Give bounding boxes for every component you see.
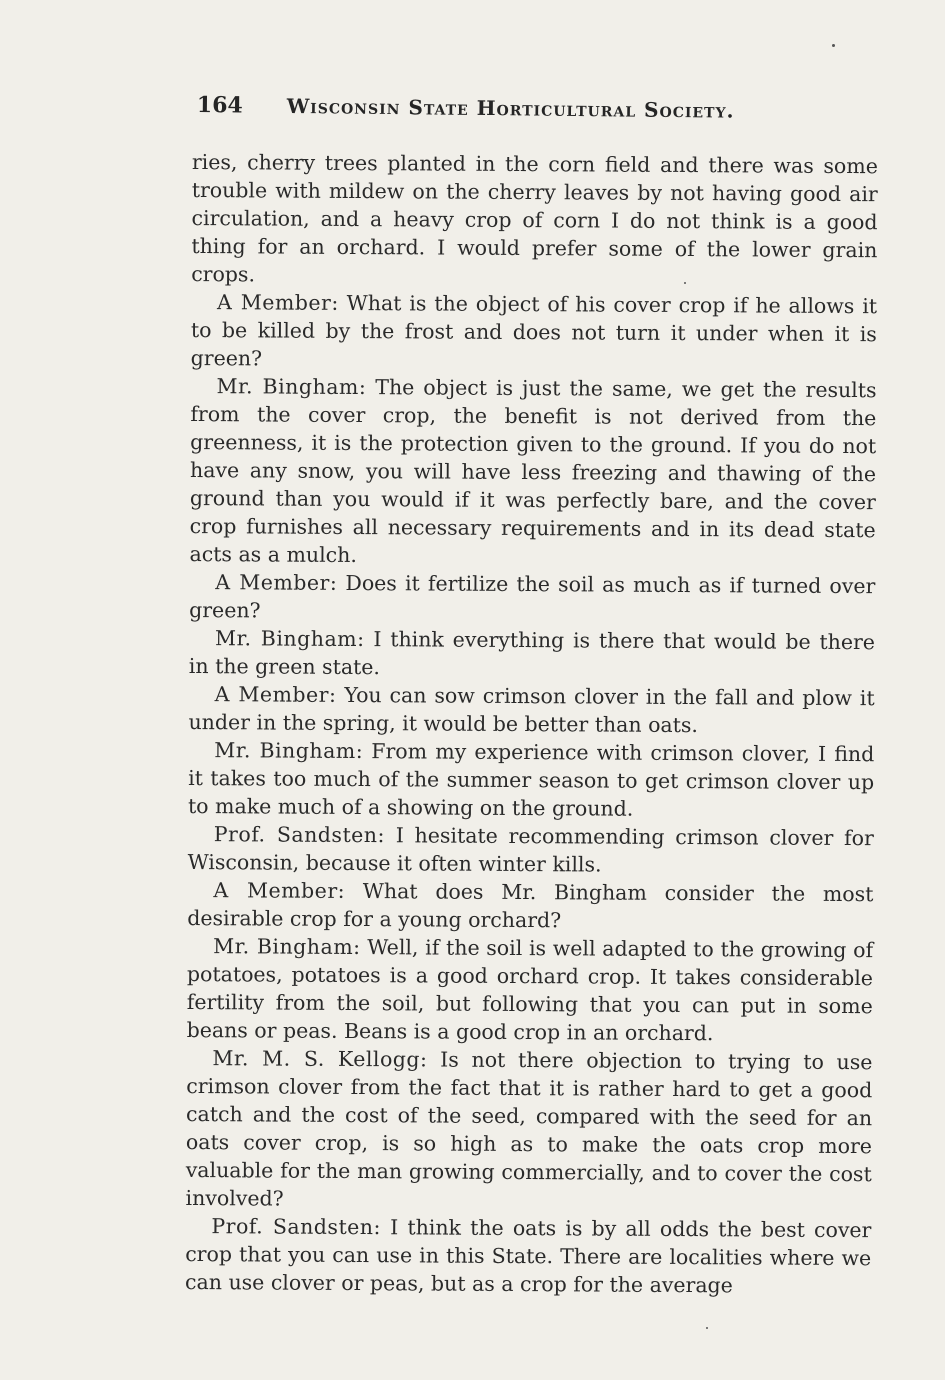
paragraph	[189, 624, 875, 684]
paper-speck	[684, 282, 686, 284]
paragraph-text: I think everything is there that would be there in the green state.	[188, 627, 876, 680]
speaker-label: A Member:	[214, 682, 337, 707]
paragraph	[188, 736, 875, 824]
paragraph	[189, 568, 875, 628]
speaker-label: Prof. Sandsten:	[213, 822, 386, 848]
speaker-label: Mr. M. S. Kellogg:	[212, 1046, 428, 1072]
paragraph-text: I think the oats is by all odds the best cover crop that you can use in this State. There are localities where we can use clover or peas, but as a crop for the average	[184, 1215, 872, 1298]
paragraph-text: I hesitate recommending crimson clover for Wisconsin, because it often winter kills.	[187, 823, 874, 877]
body-text	[185, 148, 878, 1300]
paragraph-text: The object is just the same, we get the results from the cover crop, the benefit is not derived from the greenness, it is the protection given to the ground. If you do not have any snow, you will have less freezing and thawing of the ground than you would if it was perfectly bare, and the cover crop furnishes all necessary requirements and in its dead state acts as a mulch.	[189, 375, 877, 568]
paragraph-text: What is the object of his cover crop if he allows it to be killed by the frost and does not turn it under when it is green?	[190, 290, 878, 371]
paragraph-text: Well, if the soil is well adapted to the growing of potatoes, potatoes is a good orchard crop. It takes considerable fertility from the soil, but following that you can put in some beans or peas. Beans is a good crop in an orchard.	[186, 935, 874, 1046]
paragraph-text: Is not there objection to trying to use crimson clover from the fact that it is rather hard to get a good catch and the cost of the seed, compared with the seed for an oats cover crop, is so high as to make the oats crop more valuable for the man growing commercially, and to cover the cost involved?	[185, 1047, 873, 1211]
paper-speck	[706, 1327, 708, 1329]
page-number: 164	[196, 92, 243, 119]
paragraph	[185, 1212, 872, 1300]
page-header	[197, 92, 777, 124]
paragraph-text: Does it fertilize the soil as much as if turned over green?	[189, 570, 876, 623]
speaker-label: Mr. Bingham:	[216, 374, 367, 400]
speaker-label: Mr. Bingham:	[214, 626, 365, 652]
speaker-label: Mr. Bingham:	[213, 934, 361, 960]
paragraph	[188, 680, 874, 740]
paragraph	[191, 148, 878, 292]
speaker-label: Mr. Bingham:	[214, 738, 364, 764]
paragraph-text: You can sow crimson clover in the fall and plow it under in the spring, it would be better than oats.	[188, 682, 875, 738]
speaker-label: A Member:	[215, 570, 338, 595]
paragraph	[187, 932, 874, 1048]
paragraph	[187, 876, 873, 936]
speaker-label: A Member:	[216, 290, 339, 315]
speaker-label: A Member:	[213, 878, 346, 903]
paragraph	[188, 820, 874, 880]
running-head: Wisconsin State Horticultural Society.	[286, 93, 735, 123]
paragraph-text: From my experience with crimson clover, I find it takes too much of the summer season to get crimson clover up to make much of a showing on the ground.	[187, 739, 875, 821]
paragraph	[189, 372, 876, 572]
paragraph-text: ries, cherry trees planted in the corn field and there was some trouble with mildew on the cherry leaves by not having good air circulation, and a heavy crop of corn I do not think is a good thing for an orchard. I would prefer some of the lower grain crops.	[191, 149, 878, 287]
paragraph	[186, 1044, 873, 1216]
paragraph	[191, 288, 878, 376]
paragraph-text: What does Mr. Bingham consider the most desirable crop for a young orchard?	[187, 879, 874, 933]
paper-speck	[832, 44, 835, 47]
speaker-label: Prof. Sandsten:	[211, 1214, 382, 1240]
